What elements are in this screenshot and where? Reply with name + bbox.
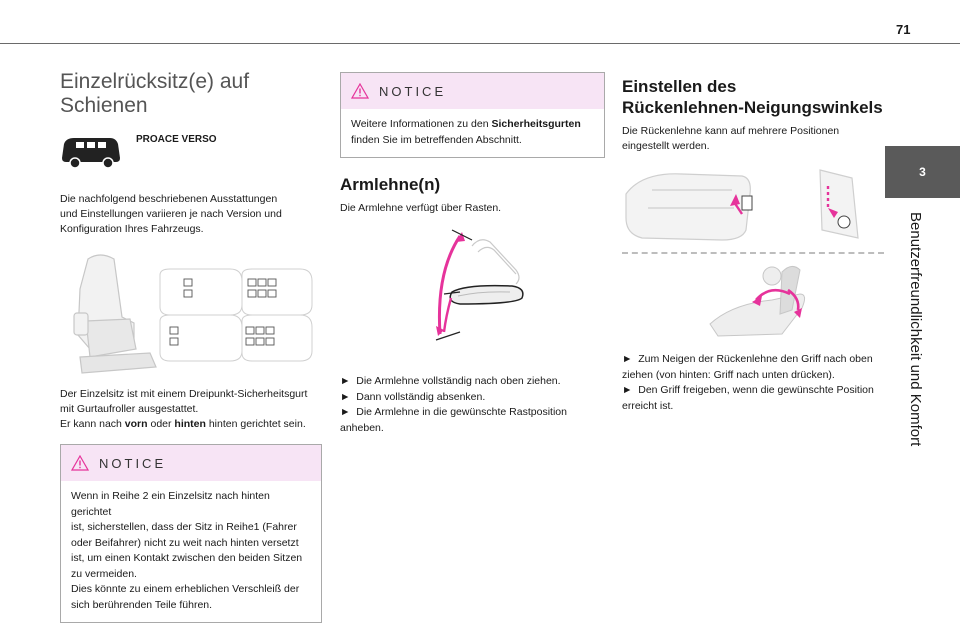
- model-row: [60, 130, 322, 174]
- seat-layout-illustration: [60, 249, 322, 379]
- notice-header: [341, 73, 604, 109]
- model-label: PROACE VERSO: [136, 134, 217, 145]
- notice-text: Weitere Informationen zu den Sicherheitsgurten finden Sie im betreffenden Abschnitt.: [351, 118, 581, 146]
- intro-text: Die nachfolgend beschriebenen Ausstattungen und Einstellungen variieren je nach Version und Konfiguration Ihres Fahrzeugs.: [60, 193, 282, 235]
- warning-icon: [71, 455, 89, 471]
- illustration-divider: [622, 252, 884, 254]
- column-seats: [60, 70, 322, 623]
- backrest-handle-illustration: [622, 164, 884, 246]
- armrest-steps: [340, 374, 605, 436]
- armrest-intro: Die Armlehne verfügt über Rasten.: [340, 202, 502, 214]
- backrest-intro: Die Rückenlehne kann auf mehrere Positionen eingestellt werden.: [622, 125, 840, 152]
- backrest-steps: [622, 352, 884, 414]
- step-2: ► Dann vollständig absenken.: [340, 390, 486, 403]
- notice-label: NOTICE: [379, 83, 447, 99]
- van-icon: [60, 130, 122, 170]
- step-3: ► Die Armlehne in die gewünschte Rastposition anheben.: [340, 406, 567, 434]
- seat-description: Der Einzelsitz ist mit einem Dreipunkt-Sicherheitsgurt mit Gurtaufroller ausgestattet. Er kann nach vorn oder hinten hinten gerichtet sein.: [60, 388, 308, 430]
- section-title-armrest: Armlehne(n): [340, 175, 441, 194]
- notice-box-seat: [60, 444, 322, 623]
- header-rule: [0, 43, 960, 44]
- column-backrest: [622, 76, 884, 414]
- step-1: ► Die Armlehne vollständig nach oben ziehen.: [340, 375, 561, 387]
- section-title-seats: Einzelrücksitz(e) auf Schienen: [60, 70, 250, 117]
- notice-header: [61, 445, 321, 481]
- column-armrest: [340, 72, 605, 436]
- chapter-title: Benutzerfreundlichkeit und Komfort: [907, 212, 924, 447]
- step-1: ► Zum Neigen der Rückenlehne den Griff nach oben ziehen (von hinten: Griff nach unten drücken).: [622, 353, 873, 381]
- step-2: ► Den Griff freigeben, wenn die gewünschte Position erreicht ist.: [622, 384, 874, 412]
- page-number: 71: [896, 22, 911, 37]
- notice-label: NOTICE: [99, 455, 167, 471]
- chapter-tab[interactable]: 3: [885, 146, 960, 198]
- chapter-title-wrap: [900, 212, 930, 447]
- notice-text: Wenn in Reihe 2 ein Einzelsitz nach hinten gerichtet ist, sicherstellen, dass der Sitz in Reihe1 (Fahrer oder Beifahrer) nicht zu weit nach hinten versetzt ist, um einen Kontakt zwischen den beiden Sitzen zu vermeiden. Dies könnte zu einem erheblichen Verschleiß der sich berührenden Teile führen.: [71, 490, 303, 611]
- section-title-backrest: Einstellen des Rückenlehnen-Neigungswinkels: [622, 77, 883, 117]
- recline-illustration: [622, 264, 884, 338]
- warning-icon: [351, 83, 369, 99]
- armrest-illustration: [340, 228, 605, 348]
- notice-box-belts: [340, 72, 605, 158]
